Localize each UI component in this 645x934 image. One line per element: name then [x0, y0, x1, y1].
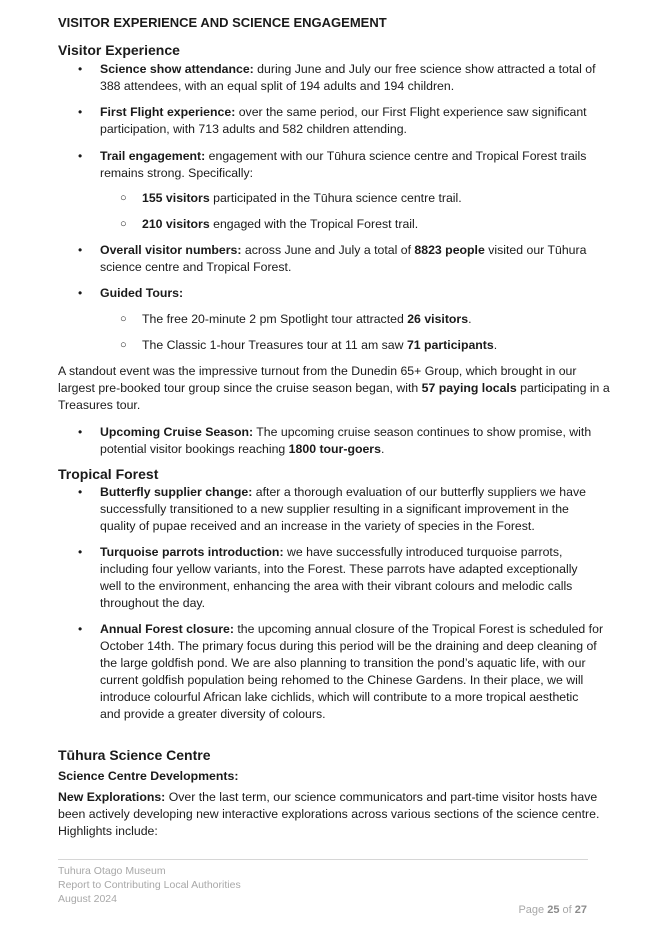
item-bold: 8823 people — [414, 243, 485, 257]
item-end: . — [380, 442, 385, 456]
paragraph-line — [58, 789, 597, 806]
sub-bullet-icon: ○ — [120, 218, 127, 230]
sub-item-forest-trail — [142, 216, 418, 233]
paragraph-line: been actively developing new interactive explorations across various sections of the science centre. — [58, 807, 600, 821]
item-text-line: throughout the day. — [100, 596, 206, 610]
bullet-icon: • — [78, 149, 83, 163]
item-text-line: introduce colourful African lake cichlids, which will contribute to a more tropical aesthetic — [100, 690, 579, 704]
item-label: Turquoise parrots introduction: — [100, 545, 284, 559]
footer-report: Report to Contributing Local Authorities — [58, 879, 241, 891]
item-text: the upcoming annual closure of the Tropical Forest is scheduled for — [233, 622, 604, 636]
item-label: Science show attendance: — [100, 62, 254, 76]
page-heading: VISITOR EXPERIENCE AND SCIENCE ENGAGEMENT — [58, 15, 387, 30]
item-label: Butterfly supplier change: — [100, 485, 253, 499]
item-text-line: well to the environment, enhancing the area with their vibrant colours and melodic calls — [100, 579, 573, 593]
sub-item-end: . — [468, 312, 472, 326]
list-item-guided-tours — [100, 285, 183, 302]
page-word: Page — [518, 904, 548, 916]
item-text: we have successfully introduced turquoise parrots, — [283, 545, 563, 559]
sub-item-text: The Classic 1-hour Treasures tour at 11 am saw — [142, 338, 407, 352]
sub-item-end: . — [493, 338, 498, 352]
item-text-line: quality of pupae received and an increase in the variety of species in the Forest. — [100, 519, 535, 533]
item-text-line: participation, with 713 adults and 582 children attending. — [100, 122, 407, 136]
item-label: Upcoming Cruise Season: — [100, 425, 254, 439]
item-text: engagement with our Tūhura science centre and Tropical Forest trails — [205, 149, 587, 163]
sub-bullet-icon: ○ — [120, 192, 127, 204]
item-text: after a thorough evaluation of our butterfly suppliers we have — [252, 485, 586, 499]
item-label: Guided Tours: — [100, 286, 184, 300]
paragraph-text: Over the last term, our science communicators and part-time visitor hosts have — [165, 790, 598, 804]
sub-item-science-trail — [142, 190, 462, 207]
paragraph-text: participating in a — [516, 381, 610, 395]
item-text: The upcoming cruise season continues to show promise, with — [253, 425, 592, 439]
item-label: Overall visitor numbers: — [100, 243, 242, 257]
bullet-icon: • — [78, 286, 83, 300]
paragraph-label: New Explorations: — [58, 790, 166, 804]
section-title-tropical-forest: Tropical Forest — [58, 466, 159, 482]
sub-item-text: The free 20-minute 2 pm Spotlight tour attracted — [142, 312, 408, 326]
section-title-science-centre: Tūhura Science Centre — [58, 747, 211, 763]
item-text-line: including four yellow variants, into the Forest. These parrots have adapted exceptionally — [100, 562, 578, 576]
item-text-line: October 14th. The primary focus during this period will be the draining and deep cleaning of — [100, 639, 597, 653]
item-text: potential visitor bookings reaching — [100, 442, 289, 456]
list-item-butterfly — [100, 484, 586, 501]
bullet-icon: • — [78, 622, 83, 636]
item-text-line: successfully transitioned to a new supplier resulting in a significant improvement in the — [100, 502, 569, 516]
item-text-line: the large goldfish pond. We are also planning to transition the pond’s aquatic life, with our — [100, 656, 586, 670]
list-item-trail-engagement — [100, 148, 586, 165]
section-title-visitor-experience: Visitor Experience — [58, 42, 180, 58]
sub-item-bold: 210 visitors — [142, 217, 210, 231]
page-total: 27 — [574, 904, 587, 916]
list-item-cruise-season — [100, 424, 591, 441]
item-text-line — [100, 441, 384, 458]
item-text-line: current goldfish population being rehomed to the Chinese Gardens. In their place, we will — [100, 673, 584, 687]
item-text: visited our Tūhura — [484, 243, 587, 257]
sub-item-bold: 155 visitors — [142, 191, 210, 205]
paragraph-line: Highlights include: — [58, 824, 158, 838]
item-text-line: remains strong. Specifically: — [100, 166, 254, 180]
bullet-icon: • — [78, 485, 83, 499]
item-text-line: 388 attendees, with an equal split of 194 adults and 194 children. — [100, 79, 455, 93]
item-text-line: and provide a greater diversity of colours. — [100, 707, 326, 721]
bullet-icon: • — [78, 105, 83, 119]
item-text: over the same period, our First Flight experience saw significant — [235, 105, 587, 119]
footer-date: August 2024 — [58, 893, 117, 905]
list-item-overall-visitors — [100, 242, 586, 259]
item-text-line: science centre and Tropical Forest. — [100, 260, 292, 274]
bullet-icon: • — [78, 243, 83, 257]
sub-item-treasures-tour — [142, 337, 497, 354]
page-number — [518, 904, 587, 916]
sub-item-text: participated in the Tūhura science centre trail. — [209, 191, 462, 205]
page-of: of — [559, 904, 575, 916]
list-item-first-flight — [100, 104, 587, 121]
list-item-parrots — [100, 544, 562, 561]
bullet-icon: • — [78, 545, 83, 559]
item-label: First Flight experience: — [100, 105, 236, 119]
list-item-forest-closure — [100, 621, 603, 638]
sub-bullet-icon: ○ — [120, 313, 127, 325]
paragraph-line: A standout event was the impressive turnout from the Dunedin 65+ Group, which brought in our — [58, 364, 577, 378]
sub-item-bold: 26 visitors — [407, 312, 469, 326]
paragraph-text: largest pre-booked tour group since the cruise season began, with — [58, 381, 422, 395]
item-text: across June and July a total of — [241, 243, 415, 257]
paragraph-line: Treasures tour. — [58, 398, 141, 412]
item-label: Annual Forest closure: — [100, 622, 234, 636]
paragraph-bold: 57 paying locals — [421, 381, 517, 395]
item-label: Trail engagement: — [100, 149, 206, 163]
bullet-icon: • — [78, 62, 83, 76]
footer-divider — [58, 859, 588, 860]
item-bold: 1800 tour-goers — [288, 442, 381, 456]
item-text: during June and July our free science show attracted a total of — [253, 62, 596, 76]
list-item-science-show — [100, 61, 596, 78]
bullet-icon: • — [78, 425, 83, 439]
paragraph-line — [58, 380, 610, 397]
page-current: 25 — [547, 904, 560, 916]
sub-item-bold: 71 participants — [406, 338, 494, 352]
footer-org: Tuhura Otago Museum — [58, 865, 166, 877]
sub-item-text: engaged with the Tropical Forest trail. — [209, 217, 419, 231]
sub-bullet-icon: ○ — [120, 339, 127, 351]
sub-item-spotlight-tour — [142, 311, 471, 328]
subsection-title: Science Centre Developments: — [58, 769, 239, 783]
